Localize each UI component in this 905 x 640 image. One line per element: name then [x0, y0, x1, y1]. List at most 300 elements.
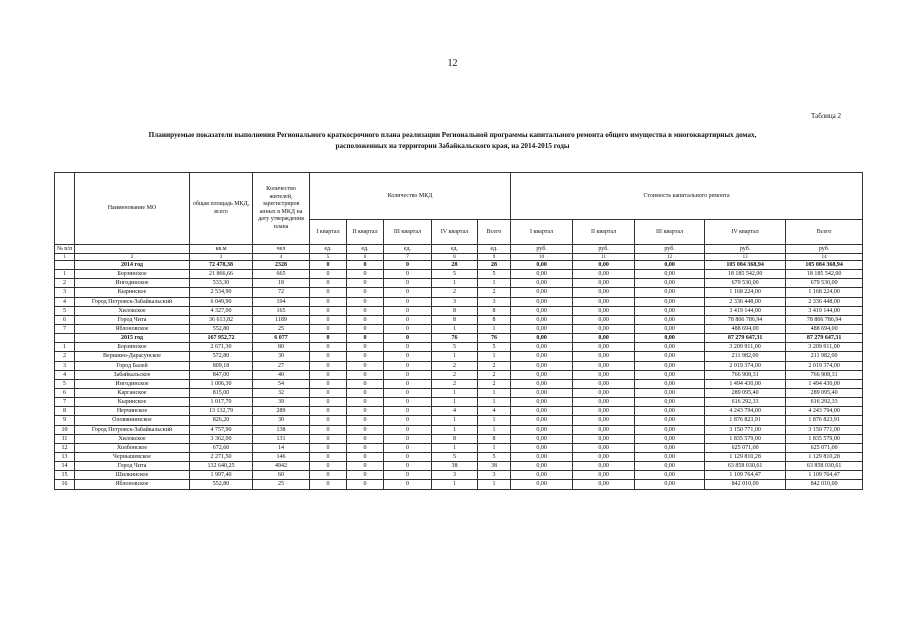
mkd-q3-value: 0 [384, 324, 432, 333]
mkd-q1-value: 0 [310, 388, 347, 397]
cost-q3-value: 0,00 [635, 471, 705, 480]
cost-q3-value: 0,00 [635, 425, 705, 434]
mkd-q3-value: 0 [384, 270, 432, 279]
header-row-number: № п/п [55, 245, 75, 254]
cost-q2-value: 0,00 [573, 297, 635, 306]
mkd-q4-value: 2 [432, 361, 478, 370]
cost-q4-value: 625 071,00 [705, 443, 786, 452]
mkd-q1-value: 0 [310, 416, 347, 425]
header-cost-q1: I квартал [511, 220, 573, 245]
mkd-total-value: 1 [478, 443, 511, 452]
mkd-q3-value: 0 [384, 343, 432, 352]
residents-value: 194 [253, 297, 310, 306]
residents-value: 25 [253, 480, 310, 489]
mkd-q1-value: 0 [310, 297, 347, 306]
cost-q3-value: 0,00 [635, 370, 705, 379]
municipality-name: Кыринское [75, 288, 190, 297]
mkd-total-value: 8 [478, 434, 511, 443]
municipality-name: Хилокское [75, 306, 190, 315]
cost-q4-value: 78 806 786,94 [705, 315, 786, 324]
cost-total-value: 766 908,31 [786, 370, 863, 379]
row-number: 4 [55, 370, 75, 379]
cost-q1-value: 0,00 [511, 416, 573, 425]
mkd-q2-value: 0 [347, 398, 384, 407]
cost-q1-value: 0,00 [511, 270, 573, 279]
cost-q1-value: 0,00 [511, 288, 573, 297]
residents-value: 32 [253, 388, 310, 397]
title-line-2: расположенных на территории Забайкальского края, на 2014-2015 годы [335, 142, 570, 150]
cost-q4-value: 63 858 030,61 [705, 462, 786, 471]
unit-cell: руб. [573, 245, 635, 254]
mkd-total-value: 76 [478, 334, 511, 343]
mkd-q2-value: 0 [347, 462, 384, 471]
cost-q1-value: 0,00 [511, 343, 573, 352]
cost-q2-value: 0,00 [573, 352, 635, 361]
cost-q1-value: 0,00 [511, 370, 573, 379]
cost-total-value: 679 530,00 [786, 279, 863, 288]
mkd-q1-value: 0 [310, 361, 347, 370]
cost-q4-value: 1 876 823,91 [705, 416, 786, 425]
row-number: 2 [55, 279, 75, 288]
cost-q2-value: 0,00 [573, 279, 635, 288]
area-value: 21 866,66 [190, 270, 253, 279]
residents-value: 25 [253, 324, 310, 333]
cost-q2-value: 0,00 [573, 261, 635, 270]
mkd-total-value: 2 [478, 379, 511, 388]
cost-q3-value: 0,00 [635, 388, 705, 397]
cost-q3-value: 0,00 [635, 261, 705, 270]
mkd-q1-value: 0 [310, 288, 347, 297]
mkd-q4-value: 1 [432, 324, 478, 333]
column-number: 1 [55, 254, 75, 261]
mkd-q1-value: 0 [310, 434, 347, 443]
mkd-total-value: 1 [478, 324, 511, 333]
unit-cell: руб. [786, 245, 863, 254]
table-row [55, 379, 863, 388]
residents-value: 54 [253, 379, 310, 388]
municipality-name: Яблоновское [75, 480, 190, 489]
cost-q2-value: 0,00 [573, 434, 635, 443]
cost-q2-value: 0,00 [573, 416, 635, 425]
cost-q1-value: 0,00 [511, 425, 573, 434]
cost-q3-value: 0,00 [635, 416, 705, 425]
mkd-q4-value: 8 [432, 306, 478, 315]
mkd-q4-value: 5 [432, 270, 478, 279]
mkd-q3-value: 0 [384, 370, 432, 379]
cost-q1-value: 0,00 [511, 407, 573, 416]
mkd-q4-value: 2 [432, 370, 478, 379]
cost-q4-value: 211 982,00 [705, 352, 786, 361]
row-number: 2 [55, 352, 75, 361]
table-row [55, 480, 863, 489]
area-value: 572,80 [190, 352, 253, 361]
cost-q4-value: 1 109 764,47 [705, 471, 786, 480]
area-value: 552,80 [190, 480, 253, 489]
table-row [55, 270, 863, 279]
mkd-q2-value: 0 [347, 352, 384, 361]
residents-value: 30 [253, 352, 310, 361]
table-body [55, 261, 863, 490]
cost-total-value: 3 150 771,00 [786, 425, 863, 434]
mkd-total-value: 5 [478, 270, 511, 279]
mkd-q2-value: 0 [347, 270, 384, 279]
header-area: общая площадь МКД, всего [190, 173, 253, 245]
table-row [55, 416, 863, 425]
cost-q4-value: 2 019 374,00 [705, 361, 786, 370]
municipality-name: Забайкальское [75, 370, 190, 379]
mkd-q3-value: 0 [384, 388, 432, 397]
cost-total-value: 488 694,00 [786, 324, 863, 333]
mkd-q3-value: 0 [384, 261, 432, 270]
mkd-q3-value: 0 [384, 297, 432, 306]
cost-q2-value: 0,00 [573, 379, 635, 388]
mkd-q3-value: 0 [384, 334, 432, 343]
mkd-q2-value: 0 [347, 443, 384, 452]
municipality-name: Город Чита [75, 315, 190, 324]
mkd-q4-value: 1 [432, 398, 478, 407]
row-number: 8 [55, 407, 75, 416]
row-number: 13 [55, 452, 75, 461]
table-row [55, 288, 863, 297]
municipality-name: Город Петровск-Забайкальский [75, 425, 190, 434]
mkd-q2-value: 0 [347, 425, 384, 434]
cost-q1-value: 0,00 [511, 434, 573, 443]
column-number: 7 [384, 254, 432, 261]
header-cost-q4: IV квартал [705, 220, 786, 245]
mkd-q1-value: 0 [310, 315, 347, 324]
cost-total-value: 1 129 810,28 [786, 452, 863, 461]
cost-q4-value: 679 530,00 [705, 279, 786, 288]
table-row [55, 343, 863, 352]
cost-total-value: 105 084 368,94 [786, 261, 863, 270]
mkd-q1-value: 0 [310, 334, 347, 343]
cost-total-value: 2 336 448,00 [786, 297, 863, 306]
mkd-q1-value: 0 [310, 343, 347, 352]
mkd-q2-value: 0 [347, 343, 384, 352]
mkd-total-value: 5 [478, 343, 511, 352]
area-value: 167 952,72 [190, 334, 253, 343]
municipality-name: Яблоновское [75, 324, 190, 333]
municipality-name: Борзинское [75, 270, 190, 279]
row-number: 16 [55, 480, 75, 489]
cost-q3-value: 0,00 [635, 434, 705, 443]
cost-q3-value: 0,00 [635, 334, 705, 343]
header-mkd-group: Количество МКД [310, 173, 511, 220]
cost-q4-value: 3 419 144,00 [705, 306, 786, 315]
mkd-q4-value: 8 [432, 434, 478, 443]
cost-q2-value: 0,00 [573, 471, 635, 480]
residents-value: 2328 [253, 261, 310, 270]
area-value: 36 613,82 [190, 315, 253, 324]
table-row [55, 361, 863, 370]
cost-q1-value: 0,00 [511, 297, 573, 306]
mkd-q2-value: 0 [347, 279, 384, 288]
mkd-q4-value: 2 [432, 288, 478, 297]
residents-value: 40 [253, 370, 310, 379]
column-number: 13 [705, 254, 786, 261]
mkd-q2-value: 0 [347, 434, 384, 443]
area-value: 132 640,25 [190, 462, 253, 471]
row-number: 5 [55, 306, 75, 315]
cost-q2-value: 0,00 [573, 370, 635, 379]
cost-q1-value: 0,00 [511, 306, 573, 315]
mkd-q3-value: 0 [384, 407, 432, 416]
residents-value: 80 [253, 343, 310, 352]
cost-q3-value: 0,00 [635, 306, 705, 315]
cost-q3-value: 0,00 [635, 407, 705, 416]
cost-q3-value: 0,00 [635, 480, 705, 489]
cost-q2-value: 0,00 [573, 288, 635, 297]
unit-cell: руб. [635, 245, 705, 254]
row-number: 6 [55, 388, 75, 397]
residents-value: 14 [253, 443, 310, 452]
cost-total-value: 3 209 911,00 [786, 343, 863, 352]
mkd-q2-value: 0 [347, 480, 384, 489]
cost-q2-value: 0,00 [573, 452, 635, 461]
cost-q2-value: 0,00 [573, 407, 635, 416]
area-value: 3 362,00 [190, 434, 253, 443]
mkd-q2-value: 0 [347, 379, 384, 388]
table-row [55, 462, 863, 471]
cost-q1-value: 0,00 [511, 361, 573, 370]
header-residents: Количество жителей, зарегистриров анных в МКД на дату утверждения плана [253, 173, 310, 245]
plan-table [54, 172, 863, 490]
mkd-q1-value: 0 [310, 462, 347, 471]
mkd-q2-value: 0 [347, 361, 384, 370]
area-value: 72 478,38 [190, 261, 253, 270]
cost-q3-value: 0,00 [635, 379, 705, 388]
municipality-name: Нерчинское [75, 407, 190, 416]
column-number: 4 [253, 254, 310, 261]
row-number: 3 [55, 361, 75, 370]
mkd-q1-value: 0 [310, 324, 347, 333]
row-number: 15 [55, 471, 75, 480]
cost-q3-value: 0,00 [635, 462, 705, 471]
column-number: 10 [511, 254, 573, 261]
area-value: 809,18 [190, 361, 253, 370]
cost-total-value: 289 095,40 [786, 388, 863, 397]
municipality-name: Ингодинское [75, 379, 190, 388]
cost-q4-value: 1 168 224,00 [705, 288, 786, 297]
column-number: 2 [75, 254, 190, 261]
mkd-total-value: 3 [478, 297, 511, 306]
residents-value: 72 [253, 288, 310, 297]
table-row [55, 407, 863, 416]
mkd-total-value: 1 [478, 416, 511, 425]
table-row [55, 443, 863, 452]
column-number: 12 [635, 254, 705, 261]
mkd-q3-value: 0 [384, 306, 432, 315]
header-mkd-q2: II квартал [347, 220, 384, 245]
header-cost-group: Стоимость капитального ремонта [511, 173, 863, 220]
cost-q4-value: 289 095,40 [705, 388, 786, 397]
mkd-q2-value: 0 [347, 388, 384, 397]
mkd-q4-value: 38 [432, 462, 478, 471]
cost-q1-value: 0,00 [511, 315, 573, 324]
mkd-q1-value: 0 [310, 279, 347, 288]
area-value: 672,60 [190, 443, 253, 452]
cost-q4-value: 105 084 368,94 [705, 261, 786, 270]
mkd-q3-value: 0 [384, 379, 432, 388]
mkd-q2-value: 0 [347, 261, 384, 270]
cost-total-value: 1 876 823,91 [786, 416, 863, 425]
cost-q2-value: 0,00 [573, 425, 635, 434]
mkd-q4-value: 5 [432, 343, 478, 352]
cost-total-value: 2 019 374,00 [786, 361, 863, 370]
area-value: 4 327,00 [190, 306, 253, 315]
mkd-q4-value: 2 [432, 379, 478, 388]
mkd-total-value: 2 [478, 370, 511, 379]
mkd-q2-value: 0 [347, 297, 384, 306]
year-total-row [55, 334, 863, 343]
cost-q3-value: 0,00 [635, 352, 705, 361]
row-number: 1 [55, 343, 75, 352]
mkd-total-value: 1 [478, 388, 511, 397]
residents-value: 1189 [253, 315, 310, 324]
table-row [55, 398, 863, 407]
mkd-q4-value: 3 [432, 297, 478, 306]
cost-q2-value: 0,00 [573, 270, 635, 279]
mkd-q3-value: 0 [384, 315, 432, 324]
document-title [60, 130, 845, 152]
cost-q4-value: 1 835 579,00 [705, 434, 786, 443]
municipality-name: 2015 год [75, 334, 190, 343]
unit-cell: ед. [347, 245, 384, 254]
mkd-total-value: 1 [478, 398, 511, 407]
mkd-q1-value: 0 [310, 407, 347, 416]
cost-q4-value: 1 129 810,28 [705, 452, 786, 461]
area-value: 826,20 [190, 416, 253, 425]
mkd-q2-value: 0 [347, 471, 384, 480]
mkd-q1-value: 0 [310, 443, 347, 452]
mkd-q1-value: 0 [310, 480, 347, 489]
cost-q3-value: 0,00 [635, 398, 705, 407]
municipality-name: Чернышевское [75, 452, 190, 461]
cost-total-value: 842 010,00 [786, 480, 863, 489]
mkd-q3-value: 0 [384, 462, 432, 471]
cost-q1-value: 0,00 [511, 462, 573, 471]
mkd-q1-value: 0 [310, 261, 347, 270]
cost-q3-value: 0,00 [635, 279, 705, 288]
cost-q3-value: 0,00 [635, 288, 705, 297]
mkd-q4-value: 1 [432, 480, 478, 489]
table-row [55, 425, 863, 434]
residents-value: 39 [253, 398, 310, 407]
unit-cell: ед. [478, 245, 511, 254]
mkd-q2-value: 0 [347, 416, 384, 425]
mkd-total-value: 3 [478, 471, 511, 480]
mkd-q3-value: 0 [384, 480, 432, 489]
mkd-q2-value: 0 [347, 452, 384, 461]
cost-total-value: 1 494 430,00 [786, 379, 863, 388]
cost-q3-value: 0,00 [635, 297, 705, 306]
column-number: 5 [310, 254, 347, 261]
row-number: 6 [55, 315, 75, 324]
mkd-q3-value: 0 [384, 471, 432, 480]
mkd-q3-value: 0 [384, 279, 432, 288]
area-value: 2 534,90 [190, 288, 253, 297]
cost-q4-value: 87 279 647,31 [705, 334, 786, 343]
area-value: 533,30 [190, 279, 253, 288]
row-number [55, 261, 75, 270]
mkd-q1-value: 0 [310, 352, 347, 361]
mkd-q4-value: 1 [432, 416, 478, 425]
cost-q1-value: 0,00 [511, 334, 573, 343]
cost-q3-value: 0,00 [635, 443, 705, 452]
mkd-q4-value: 28 [432, 261, 478, 270]
row-number: 12 [55, 443, 75, 452]
mkd-q1-value: 0 [310, 398, 347, 407]
cost-q4-value: 766 908,31 [705, 370, 786, 379]
table-row [55, 315, 863, 324]
header-mkd-q3: III квартал [384, 220, 432, 245]
cost-q2-value: 0,00 [573, 334, 635, 343]
cost-total-value: 1 168 224,00 [786, 288, 863, 297]
mkd-q3-value: 0 [384, 398, 432, 407]
cost-q4-value: 842 010,00 [705, 480, 786, 489]
unit-cell: ед. [310, 245, 347, 254]
table-row [55, 297, 863, 306]
cost-total-value: 63 858 030,61 [786, 462, 863, 471]
mkd-q2-value: 0 [347, 407, 384, 416]
cost-q2-value: 0,00 [573, 462, 635, 471]
mkd-total-value: 1 [478, 352, 511, 361]
table-row [55, 279, 863, 288]
column-number: 8 [432, 254, 478, 261]
cost-q3-value: 0,00 [635, 315, 705, 324]
cost-q3-value: 0,00 [635, 361, 705, 370]
column-number: 3 [190, 254, 253, 261]
column-number: 14 [786, 254, 863, 261]
mkd-q3-value: 0 [384, 443, 432, 452]
cost-q4-value: 2 336 448,00 [705, 297, 786, 306]
column-number: 6 [347, 254, 384, 261]
mkd-q4-value: 8 [432, 315, 478, 324]
table-row [55, 370, 863, 379]
cost-total-value: 4 243 794,00 [786, 407, 863, 416]
row-number: 9 [55, 416, 75, 425]
residents-value: 4942 [253, 462, 310, 471]
mkd-q2-value: 0 [347, 370, 384, 379]
unit-cell: ед. [384, 245, 432, 254]
area-value: 2 271,50 [190, 452, 253, 461]
mkd-q2-value: 0 [347, 324, 384, 333]
unit-cell [75, 245, 190, 254]
mkd-q4-value: 5 [432, 452, 478, 461]
mkd-q2-value: 0 [347, 334, 384, 343]
mkd-q3-value: 0 [384, 361, 432, 370]
row-number: 5 [55, 379, 75, 388]
mkd-q2-value: 0 [347, 288, 384, 297]
header-num-empty [55, 173, 75, 245]
mkd-total-value: 8 [478, 306, 511, 315]
cost-q4-value: 488 694,00 [705, 324, 786, 333]
header-cost-total: Всего [786, 220, 863, 245]
area-value: 847,00 [190, 370, 253, 379]
residents-value: 30 [253, 416, 310, 425]
cost-q2-value: 0,00 [573, 343, 635, 352]
mkd-q4-value: 1 [432, 388, 478, 397]
mkd-total-value: 8 [478, 315, 511, 324]
residents-value: 138 [253, 425, 310, 434]
cost-total-value: 625 071,00 [786, 443, 863, 452]
mkd-total-value: 2 [478, 361, 511, 370]
mkd-total-value: 1 [478, 480, 511, 489]
mkd-total-value: 1 [478, 279, 511, 288]
mkd-q3-value: 0 [384, 452, 432, 461]
header-name: Наименование МО [75, 173, 190, 245]
cost-total-value: 78 806 786,94 [786, 315, 863, 324]
